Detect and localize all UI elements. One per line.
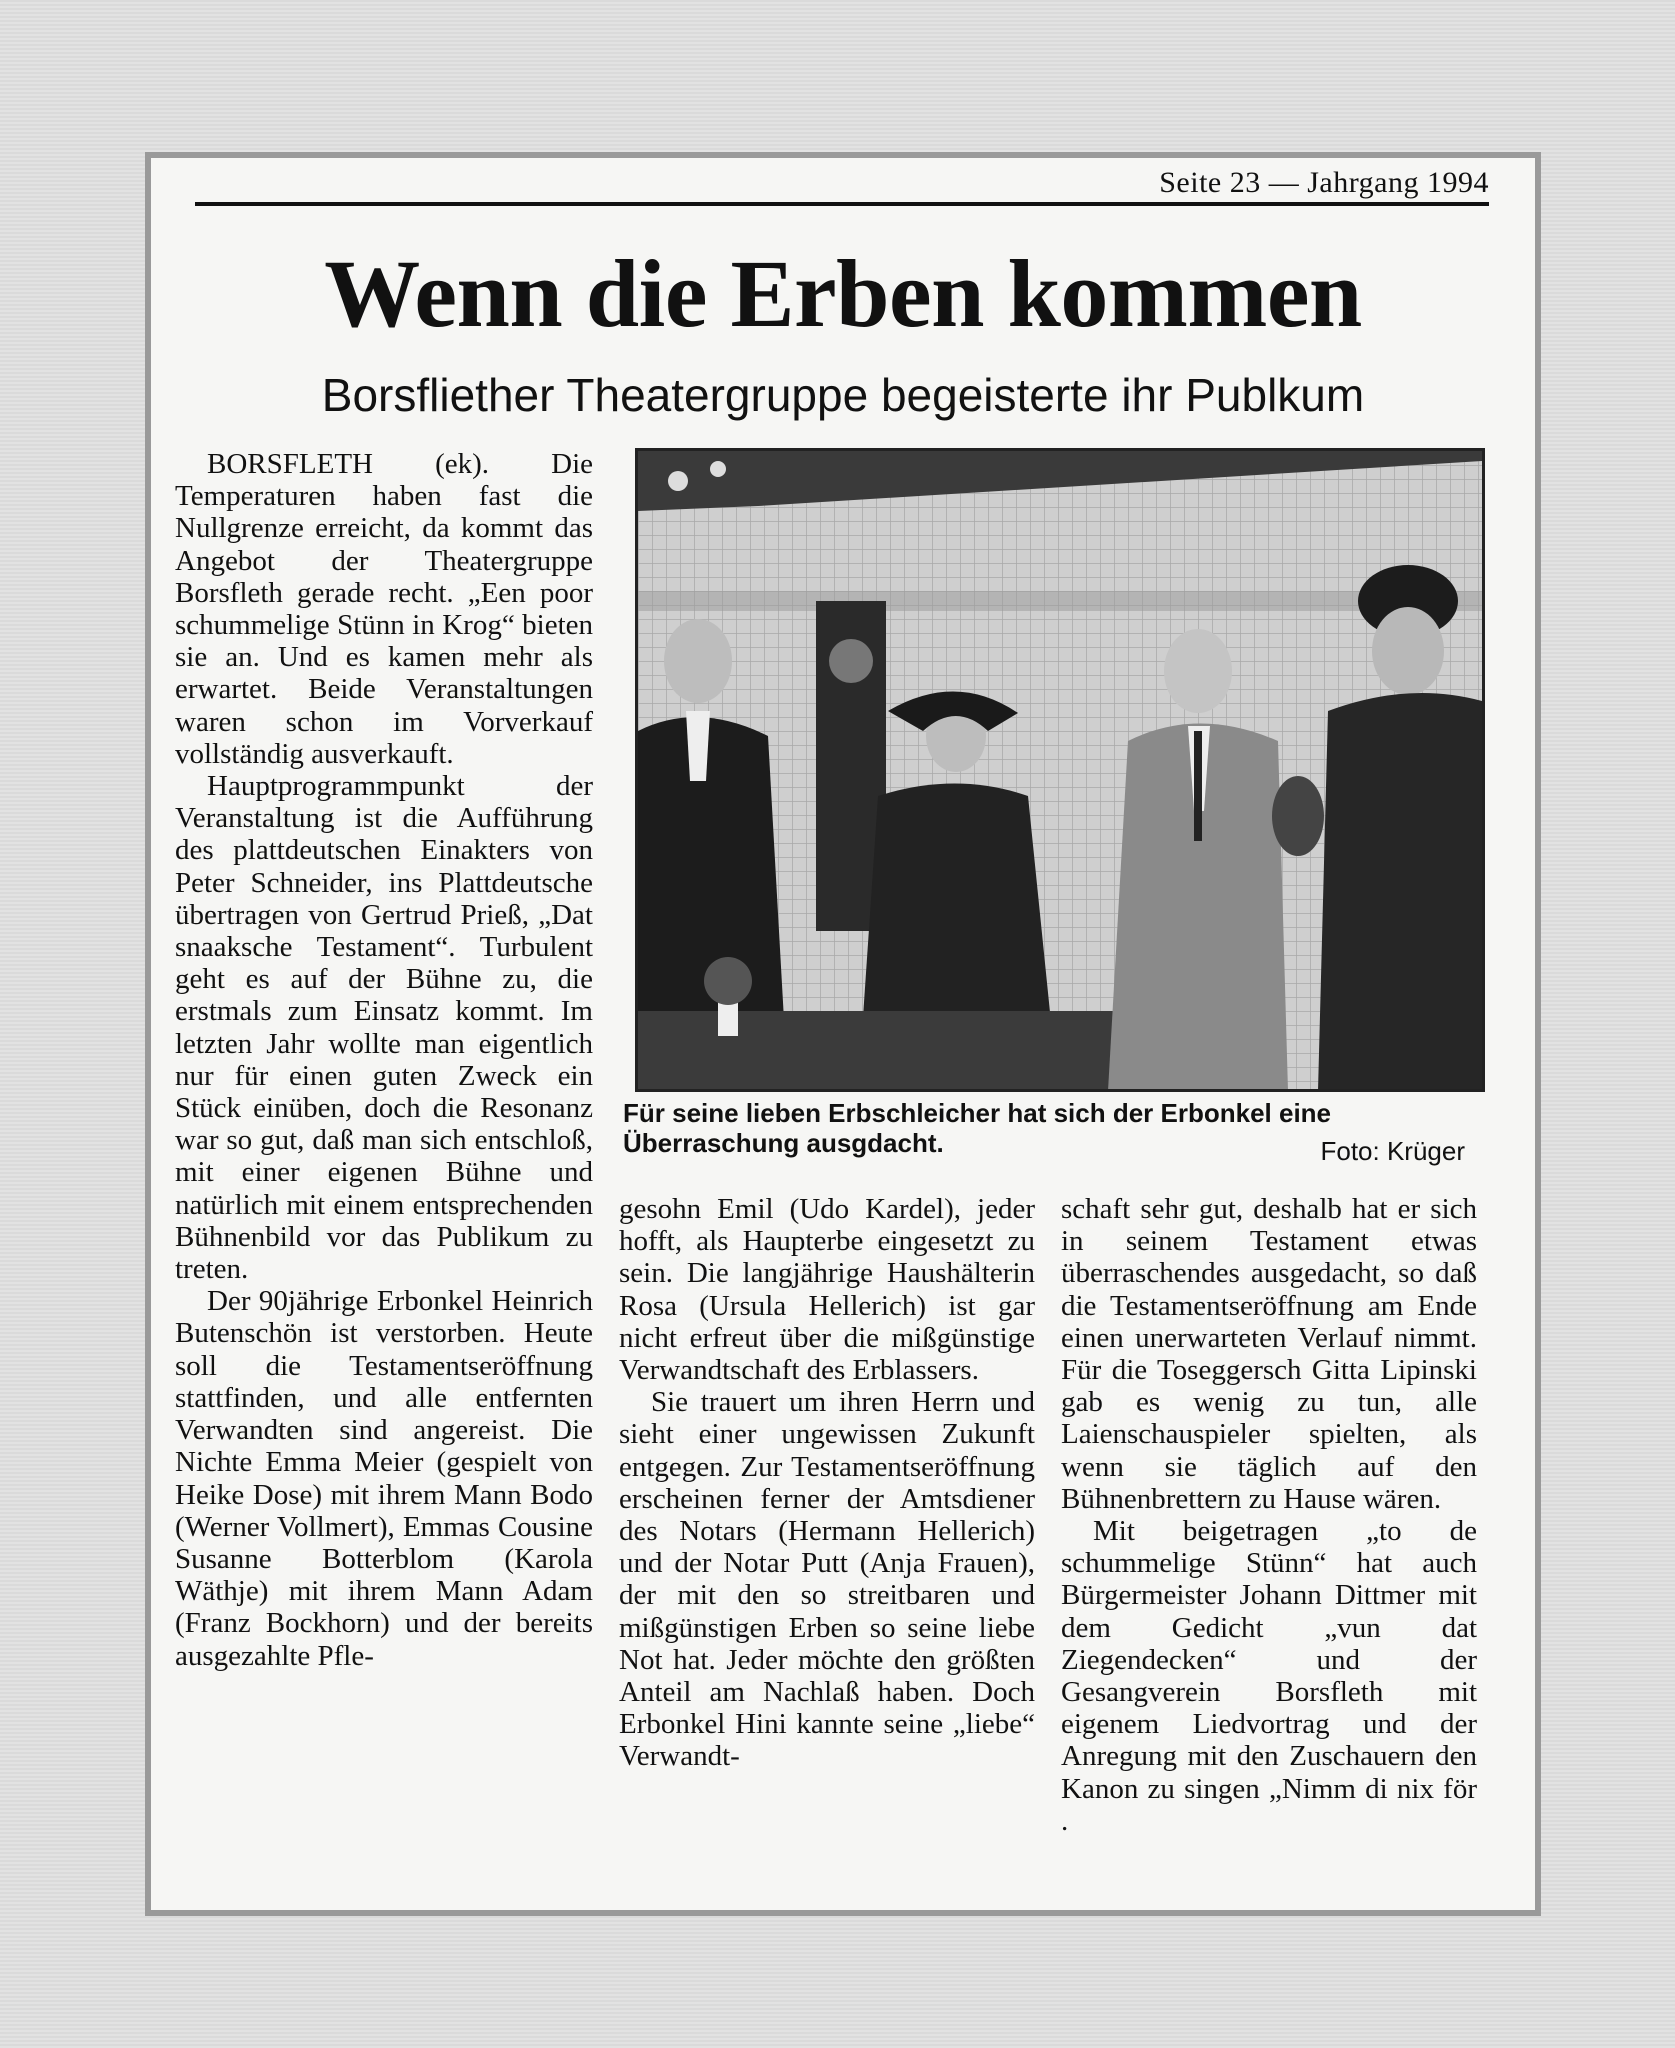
paragraph-program: Hauptprogrammpunkt der Veranstaltung ist die Aufführung des plattdeutschen Einakters von Peter Schneider, ins Plattdeutsche übertragen von Gertrud Prieß, „Dat snaaksche Testament“. Turbulent geht es auf der Bühne zu, die erstmals zum Einsatz kommt. Im letzten Jahr wollte man eigentlich nur für einen guten Zweck ein Stück einüben, doch die Resonanz war so gut, daß man sich entschloß, mit einer eigenen Bühne und natürlich mit einem entsprechenden Bühnenbild vor das Publikum zu treten. bbox=[175, 770, 593, 1286]
page-info: Seite 23 — Jahrgang 1994 bbox=[1159, 166, 1489, 199]
newspaper-clipping bbox=[145, 152, 1541, 1916]
text-column-1 bbox=[175, 448, 593, 1672]
paragraph-plot-continued: gesohn Emil (Udo Kardel), jeder hofft, als Haupterbe eingesetzt zu sein. Die langjährige Haushälterin Rosa (Ursula Hellerich) ist gar nicht erfreut über die mißgünstige Verwandtschaft des Erblassers. bbox=[619, 1193, 1035, 1387]
text-column-3 bbox=[1061, 1193, 1477, 1837]
text-column-2 bbox=[619, 1193, 1035, 1773]
photo-caption: Für seine lieben Erbschleicher hat sich der Erbonkel eine Überraschung ausgdacht. bbox=[623, 1098, 1332, 1158]
stage-photo-image bbox=[638, 451, 1482, 1089]
header-rule bbox=[195, 202, 1489, 206]
article-subheadline: Borsfliether Theatergruppe begeisterte ihr Publkum bbox=[321, 369, 1365, 421]
paragraph-testament: schaft sehr gut, deshalb hat er sich in seinem Testament etwas überraschendes ausgedacht, so daß die Testamentseröffnung am Ende einen unerwarteten Verlauf nimmt. Für die Toseggersch Gitta Lipinski gab es wenig zu tun, alle Laienschauspieler spielten, als wenn sie täglich auf den Bühnenbrettern zu Hause wären. bbox=[1061, 1193, 1477, 1515]
paragraph-rosa: Sie trauert um ihren Herrn und sieht einer ungewissen Zukunft entgegen. Zur Testamentseröffnung erscheinen ferner der Amtsdiener des Notars (Hermann Hellerich) und der Notar Putt (Anja Frauen), der mit den so streitbaren und mißgünstigen Erben so seine liebe Not hat. Jeder möchte den größten Anteil am Nachlaß haben. Doch Erbonkel Hini kannte seine „liebe“ Verwandt- bbox=[619, 1386, 1035, 1773]
paragraph-plot: Der 90jährige Erbonkel Heinrich Butenschön ist verstorben. Heute soll die Testamentseröffnung stattfinden, und alle entfernten Verwandten sind angereist. Die Nichte Emma Meier (gespielt von Heike Dose) mit ihrem Mann Bodo (Werner Vollmert), Emmas Cousine Susanne Botterblom (Karola Wäthje) mit ihrem Mann Adam (Franz Bockhorn) und der bereits ausgezahlte Pfle- bbox=[175, 1285, 593, 1672]
article-photo bbox=[635, 448, 1485, 1092]
photo-credit: Foto: Krüger bbox=[1320, 1136, 1465, 1166]
paragraph-intro: BORSFLETH (ek). Die Temperaturen haben fast die Nullgrenze erreicht, da kommt das Angebot der Theatergruppe Borsfleth gerade recht. „Een poor schummelige Stünn in Krog“ bieten sie an. Und es kamen mehr als erwartet. Beide Veranstaltungen waren schon im Vorverkauf vollständig ausverkauft. bbox=[175, 448, 593, 770]
article-headline: Wenn die Erben kommen bbox=[324, 240, 1362, 347]
paragraph-closing: Mit beigetragen „to de schummelige Stünn“ hat auch Bürgermeister Johann Dittmer mit dem Gedicht „vun dat Ziegendecken“ und der Gesangverein Borsfleth mit eigenem Liedvortrag und der Anregung mit den Zuschauern den Kanon zu singen „Nimm di nix för . bbox=[1061, 1515, 1477, 1837]
